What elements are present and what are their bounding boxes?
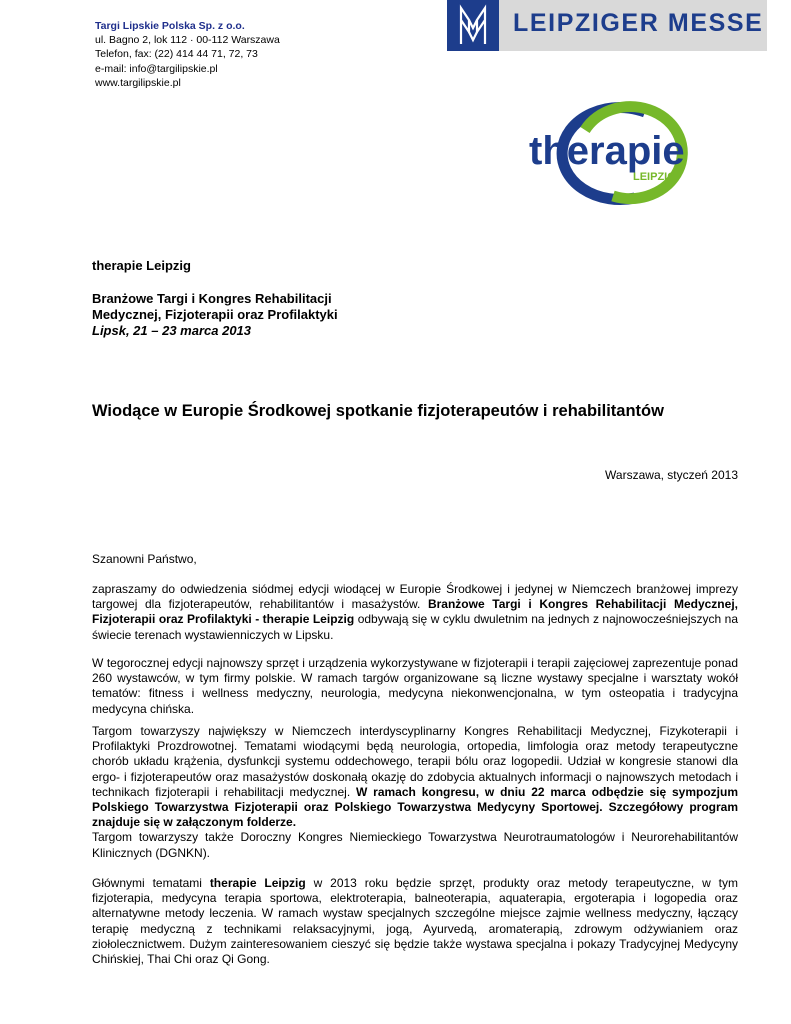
company-address-block [95,19,280,90]
company-email: e-mail: info@targilipskie.pl [95,62,218,75]
therapie-leipzig-logo [525,100,710,210]
company-website: www.targilipskie.pl [95,76,181,89]
salutation: Szanowni Państwo, [92,552,197,566]
company-name: Targi Lipskie Polska Sp. z o.o. [95,20,245,32]
event-title: therapie Leipzig [92,258,191,273]
company-address: ul. Bagno 2, lok 112 · 00-112 Warszawa [95,34,280,47]
paragraph-topics-text-a: Głównymi tematami [92,876,210,890]
event-subtitle-line1: Branżowe Targi i Kongres Rehabilitacji [92,291,332,306]
paragraph-intro-text-c: odbywają się w cyklu dwuletnim na jednych z najnowocześniejszych na świecie terenach wystawienniczych w Lipsku. [92,612,739,642]
paragraph-congress [92,724,738,861]
paragraph-topics [92,876,738,967]
therapie-logo-word: therapie [529,129,685,173]
paragraph-topics-text-c: w 2013 roku będzie sprzęt, produkty oraz metody terapeutyczne, w tym fizjoterapia, medycyna terapia sportowa, elektroterapia, balneoterapia, aquaterapia, ergoterapia i logopedia oraz alternatywne metody leczenia. W ramach wystaw specjalnych szczególne miejsce zajmie wellness medyczny, łączący terapię medyczną z technikami relaksacyjnymi, jogą, Ayurvedą, aromaterapią, zdrowym odżywianiem oraz ziołolecznictwem. Dużym zainteresowaniem cieszyć się będzie także wystawa specjalna i pokazy Tradycyjnej Medycyny Chińskiej, Thai Chi oraz Qi Gong. [92,876,738,967]
paragraph-intro-bold: Branżowe Targi i Kongres Rehabilitacji Medycznej, Fizjoterapii oraz Profilaktyki - therapie Leipzig [92,597,738,627]
paragraph-congress-text-c: Targom towarzyszy także Doroczny Kongres Niemieckiego Towarzystwa Neurotraumatologów i Neurorehabilitantów Klinicznych (DGNKN). [92,830,738,860]
therapie-logo-city: LEIPZIG [633,171,676,183]
company-phone: Telefon, fax: (22) 414 44 71, 72, 73 [95,48,258,61]
leipziger-messe-wordmark: LEIPZIGER MESSE [513,9,764,37]
paragraph-exhibitors: W tegorocznej edycji najnowszy sprzęt i urządzenia wykorzystywane w fizjoterapii i terapii zajęciowej zaprezentuje ponad 260 wystawców, w tym firmy polskie. W ramach targów organizowane są liczne wystawy specjalne i warsztaty wokół tematów: fitness i wellness medyczny, neurologia, medycyna niekonwencjonalna, w tym osteopatia i tradycyjna medycyna chińska. [92,656,738,716]
paragraph-intro-text-a: zapraszamy do odwiedzenia siódmej edycji wiodącej w Europie Środkowej i jedynej w Niemczech branżowej imprezy targowej dla fizjoterapeutów, rehabilitantów i masażystów. [92,582,738,612]
paragraph-congress-bold: W ramach kongresu, w dniu 22 marca odbędzie się sympozjum Polskiego Towarzystwa Fizjoterapii oraz Polskiego Towarzystwa Medycyny Sportowej. Szczegółowy program znajduje się w załączonym folderze. [92,784,739,830]
leipziger-messe-mm-logo-icon [447,0,499,51]
paragraph-topics-bold: therapie Leipzig [209,876,306,890]
dateline: Warszawa, styczeń 2013 [605,468,738,482]
event-dates: Lipsk, 21 – 23 marca 2013 [92,323,252,338]
paragraph-congress-text-a: Targom towarzyszy największy w Niemczech interdyscyplinarny Kongres Rehabilitacji Medycznej, Fizykoterapii i Profilaktyki Prozdrowotnej. Tematami wiodącymi będą neurologia, ortopedia, limfologia oraz metody terapeutyczne chorób układu krążenia, dysfunkcji systemu oddechowego, terapii bólu oraz logopedii. Udział w kongresie stanowi dla ergo- i fizjoterapeutów oraz masażystów doskonałą okazję do zdobycia aktualnych informacji o najnowszych metodach i technikach fizjoterapii i rehabilitacji medycznej. [92,724,738,799]
paragraph-intro [92,582,738,643]
leipziger-messe-banner [447,0,767,51]
event-info-block [92,258,338,339]
headline: Wiodące w Europie Środkowej spotkanie fizjoterapeutów i rehabilitantów [92,402,664,420]
event-subtitle-line2: Medycznej, Fizjoterapii oraz Profilaktyki [92,307,338,322]
